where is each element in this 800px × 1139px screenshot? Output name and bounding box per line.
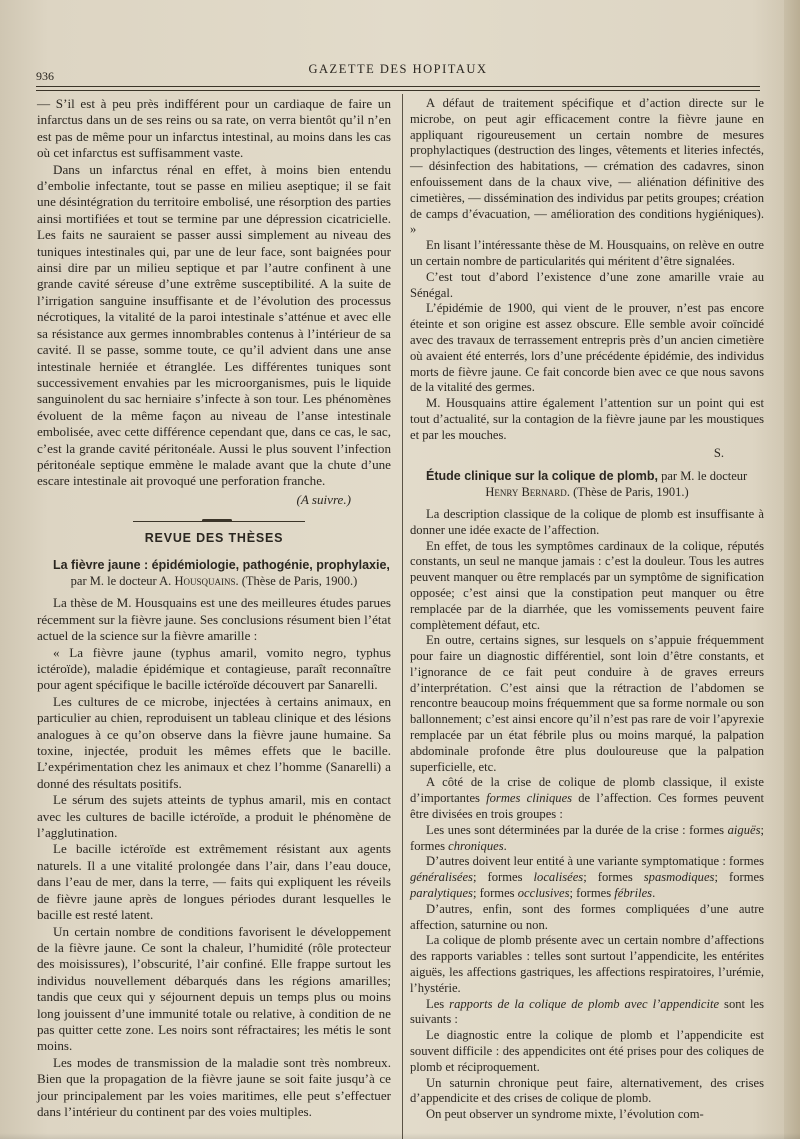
paragraph: Les cultures de ce microbe, injectées à certains animaux, en particulier au chien, reproduisent un tableau clinique et des lésions analogues à ce qu’on observe dans la fièvre jaune humaine. Sa toxine, injectée, produit les mêmes effets que le bacille. L’expérimentation chez les animaux et chez l’homme (Sanarelli) a donné des résultats positifs. — [37, 693, 391, 791]
page-edge — [784, 0, 800, 1139]
page-header — [36, 60, 760, 84]
paragraph: Un saturnin chronique peut faire, alternativement, des crises d’appendicite et des crises de colique de plomb. — [410, 1075, 764, 1106]
article-title: La fièvre jaune : épidémiologie, pathogénie, prophylaxie, — [53, 557, 390, 572]
paragraph: La colique de plomb présente avec un certain nombre d’affections des rapports variables : telles sont surtout l’appendicite, les entérites aiguës, les affections gastriques, les affections respiratoires, l’urémie, l’hystérie. — [410, 933, 764, 995]
paragraph: La description classique de la colique de plomb est insuffisante à donner une idée exacte de l’affection. — [410, 506, 764, 537]
page-number: 936 — [36, 69, 54, 83]
paragraph: C’est tout d’abord l’existence d’une zone amarille vraie au Sénégal. — [410, 269, 764, 300]
journal-title: GAZETTE DES HOPITAUX — [308, 62, 488, 76]
paragraph: La thèse de M. Housquains est une des meilleures études parues récemment sur la fièvre jaune. Ses conclusions résument bien l’état actuel de la science sur la fièvre amarille : — [37, 595, 391, 644]
author-initial: S. — [713, 445, 724, 460]
paragraph: Un certain nombre de conditions favorisent le développement de la fièvre jaune. Ce sont la chaleur, l’humidité (rôle protecteur des moisissures), l’obscurité, l’air confiné. Elle frappe surtout les individus nouvellement débarqués dans les régions amarilles; tandis que ceux qui y séjournent depuis un temps plus ou moins long jouissent d’une immunité totale ou relative, à condition de ne pas quitter cette zone. Les noirs sont réfractaires; les métis le sont moins. — [37, 923, 391, 1054]
section-title: REVUE DES THÈSES — [144, 531, 284, 546]
header-rule — [36, 86, 760, 87]
article-title: Étude clinique sur la colique de plomb, par M. le docteur — [426, 469, 748, 484]
paragraph: Le diagnostic entre la colique de plomb et l’appendicite est souvent difficile : des appendicites ont été prises pour des coliques de plomb et réciproquement. — [410, 1028, 764, 1074]
paragraph: D’autres, enfin, sont des formes compliquées d’une autre affection, saturnine ou non. — [410, 901, 764, 932]
paragraph: A défaut de traitement spécifique et d’action directe sur le microbe, on peut agir efficacement contre la fièvre jaune en appliquant rigoureusement un certain nombre de mesures prophylactiques (destruction des linges, vêtements et literies infectés, — désinfection des habitations, — crémation des cadavres, sinon enfouissement dans de la chaux vive, — aliénation définitive des cimetières, — dissémination des individus par petits groupes; création de camps d’évacuation, — amélioration des conditions hygiéniques). » — [410, 96, 764, 237]
paragraph: Le sérum des sujets atteints de typhus amaril, mis en contact avec les cultures de bacille ictéroïde, a produit le phénomène de l’agglutination. — [37, 792, 391, 841]
author-name: Henry Bernard — [485, 485, 567, 500]
right-column — [410, 96, 764, 1123]
paragraph: En outre, certains signes, sur lesquels on s’appuie fréquemment pour faire un diagnostic différentiel, sont loin d’être constants, et l’ignorance de ce fait peut conduire à de graves erreurs d’interprétation. C’est ainsi que la rétraction de l’abdomen se rencontre beaucoup moins fréquemment que sa forme normale ou son ballonnement; c’est ainsi encore qu’il n’est pas rare de voir l’apyrexie remplacée par un état fébrile plus ou moins marqué, la palpation abdominale profonde être plus douloureuse que la palpation superficielle, etc. — [410, 633, 764, 774]
to-be-continued: (A suivre.) — [296, 491, 351, 507]
paragraph: Les rapports de la colique de plomb avec l’appendicite sont les suivants : — [410, 996, 765, 1027]
paragraph: En effet, de tous les symptômes cardinaux de la colique, réputés constants, un seul ne manque jamais : c’est la douleur. Tous les autres peuvent manquer ou être remplacés par un symptôme de signification opposée; c’est ainsi que la constipation peut manquer ou être remplacée par de la diarrhée, que les vomissements peuvent faire complètement défaut, etc. — [410, 538, 764, 632]
author-name: Housquains — [174, 573, 236, 588]
left-column — [37, 96, 391, 1120]
paragraph: En lisant l’intéressante thèse de M. Housquains, on relève en outre un certain nombre de particularités qui méritent d’être signalées. — [410, 238, 764, 268]
paragraph: Les unes sont déterminées par la durée de la crise : formes aiguës; formes chroniques. — [410, 822, 764, 853]
article-byline: par M. le docteur A. Housquains. (Thèse de Paris, 1900.) — [70, 573, 358, 588]
paragraph: Les modes de transmission de la maladie sont très nombreux. Bien que la propagation de la fièvre jaune se soit faite jusqu’à ce jour principalement par les voies maritimes, elle peut s’effectuer dans l’intérieur du continent par des voies multiples. — [37, 1054, 391, 1119]
paragraph: M. Housquains attire également l’attention sur un point qui est tout d’actualité, sur la contagion de la fièvre jaune par les moustiques et par les mouches. — [410, 396, 764, 442]
paragraph: Le bacille ictéroïde est extrêmement résistant aux agents naturels. Il a une vitalité prolongée dans l’air, dans l’eau douce, dans l’eau de mer, dans la terre, — faits qui expliquent les réveils de fièvre jaune après de longues périodes durant lesquelles le bacille est resté latent. — [37, 841, 391, 923]
paragraph: « La fièvre jaune (typhus amaril, vomito negro, typhus ictéroïde), maladie épidémique et contagieuse, paraît reconnaître pour agent spécifique le bacille ictéroïde découvert par Sanarelli. — [37, 644, 391, 693]
paragraph: L’épidémie de 1900, qui vient de le prouver, n’est pas encore éteinte et son origine est assez obscure. Elle semble avoir coïncidé avec des travaux de terrassement entrepris près d’un ancien cimetière où avaient été enterrés, lors d’une précédente épidémie, des individus morts de fièvre jaune. Ce fait concorde bien avec ce que nous savons de la vitalité des germes. — [410, 301, 764, 395]
column-divider — [402, 94, 403, 1139]
paragraph: D’autres doivent leur entité à une variante symptomatique : formes généralisées; formes localisées; formes spasmodiques; formes paralytiques; formes occlusives; formes fébriles. — [410, 854, 764, 901]
page-shadow — [0, 1133, 800, 1139]
paragraph: On peut observer un syndrome mixte, l’évolution com- — [426, 1107, 704, 1122]
header-rule-thin — [36, 90, 760, 91]
paragraph: — S’il est à peu près indifférent pour un cardiaque de faire un infarctus dans un de ses reins ou sa rate, on verra bientôt qu’il n’en est pas de même pour un infarctus intestinal, au moins dans les cas où cet infarctus est suffisamment vaste. — [37, 96, 391, 161]
article-byline: Henry Bernard. (Thèse de Paris, 1901.) — [485, 485, 689, 500]
paragraph: A côté de la crise de colique de plomb classique, il existe d’importantes formes cliniques de l’affection. Ces formes peuvent être divisées en trois groupes : — [410, 775, 764, 822]
paragraph: Dans un infarctus rénal en effet, à moins bien entendu d’embolie infectante, tout se passe en milieu aseptique; il se fait une désintégration du territoire embolisé, une résorption des parties ainsi mortifiées et tout se termine par une dépression cicatricielle. Les faits ne sauraient se passer aussi simplement au niveau des tuniques intestinales qui, par une de leur face, sont baignées pour ainsi dire par un milieu septique et par l’autre confinent à une grande cavité séreuse d’une extrême susceptibilité. A la suite de l’irrigation sanguine insuffisante et de l’évolution des processus nécrotiques, la vitalité de la paroi intestinale s’atténue et avec elle sa résistance aux germes innombrables contenus à l’intérieur de sa cavité. Il se passe, somme toute, ce qu’il advient dans une anse intestinale herniée et étranglée. Les différentes tuniques sont successivement envahies par les microorganismes, puis le liquide sanguinolent du sac herniaire s’infecte à son tour. Les phénomènes évoluent de la même façon au niveau de l’anse intestinale embolisée, avec cette différence cependant que, dans ce cas, le sac, c’est la grande cavité péritonéale. Aussi le plus souvent l’infection péritonéale septique emmène le malade avant que la chute d’une escare intestinale ait provoqué une perforation franche. — [37, 161, 391, 489]
section-separator — [37, 514, 391, 528]
